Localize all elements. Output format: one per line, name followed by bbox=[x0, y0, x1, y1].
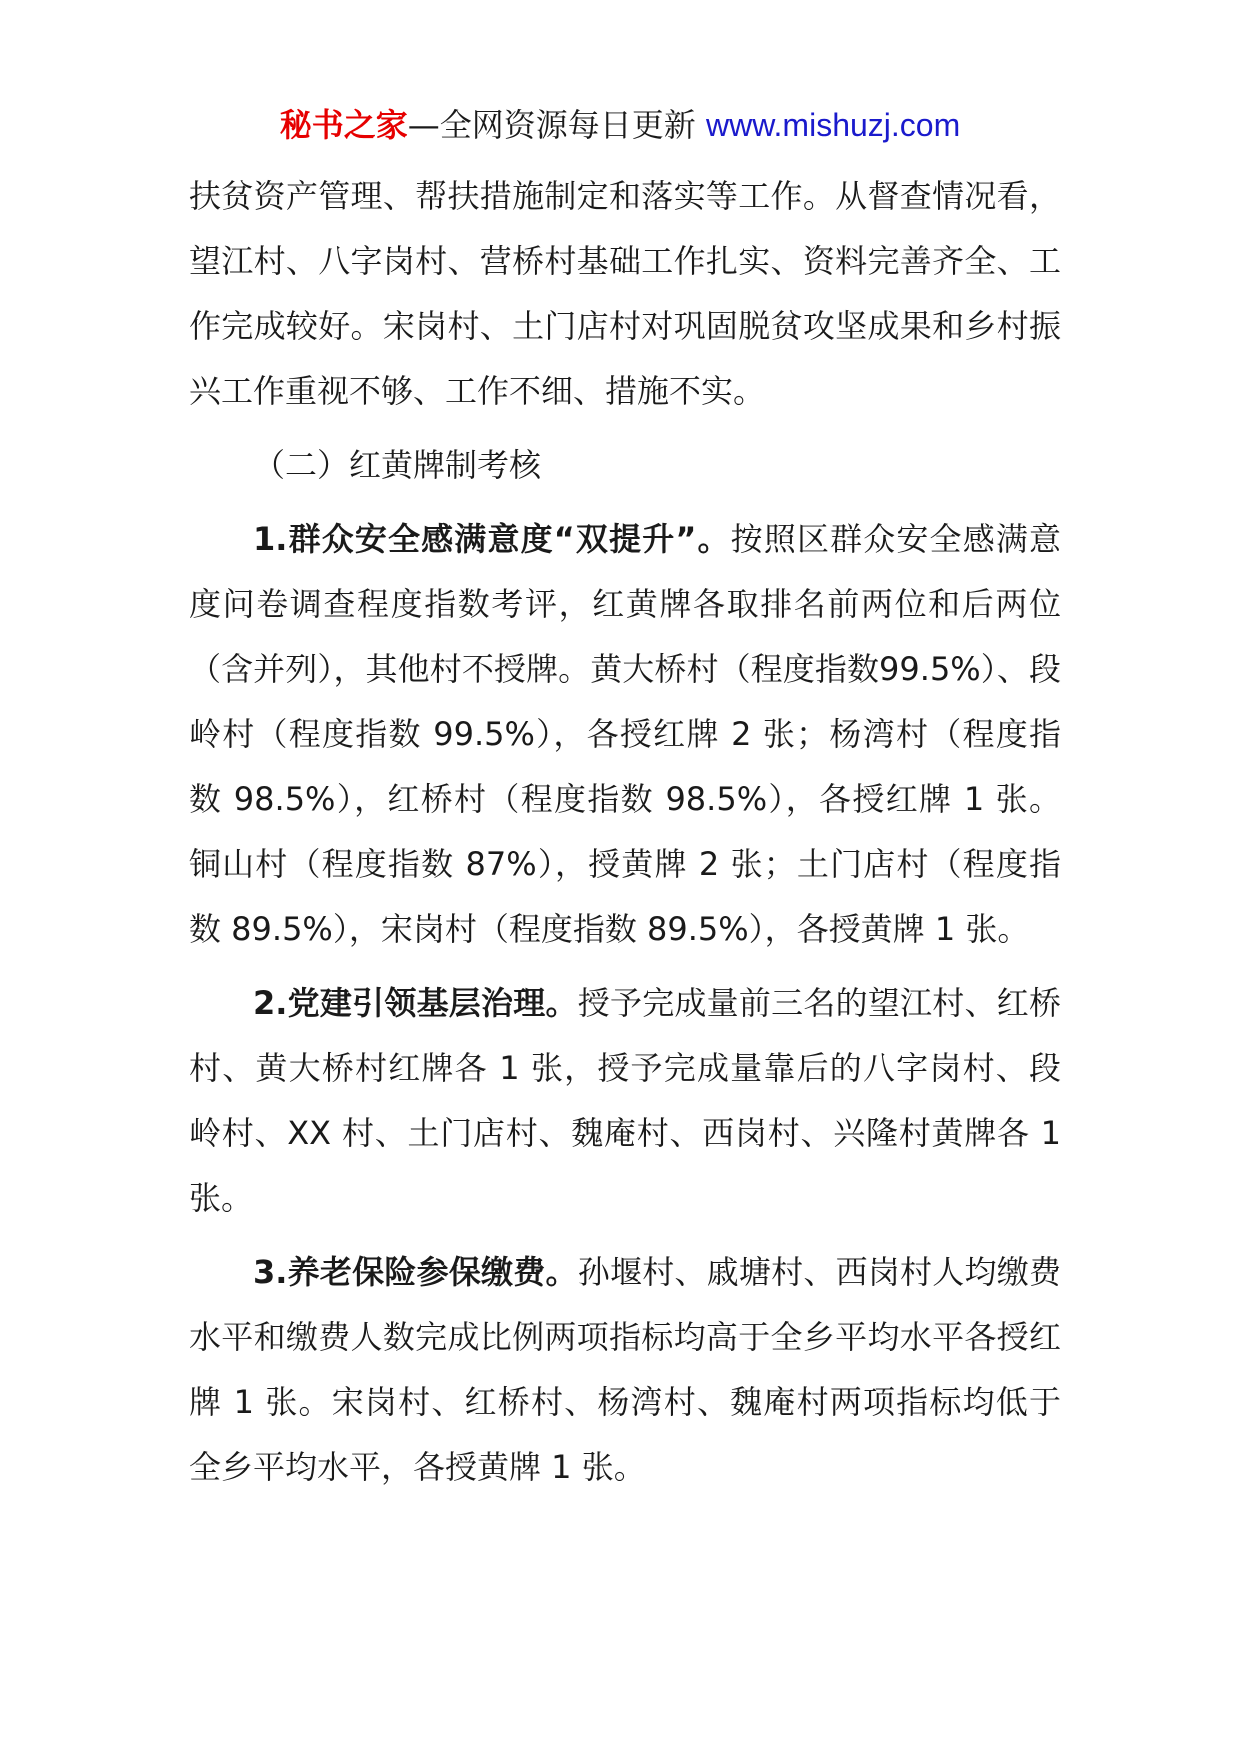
document-body bbox=[189, 164, 1061, 1500]
item-2-title: 2.党建引领基层治理。 bbox=[253, 984, 578, 1022]
item-2-body: 授予完成量前三名的望江村、红桥村、黄大桥村红牌各 1 张，授予完成量靠后的八字岗村、段岭村、XX 村、土门店村、魏庵村、西岗村、兴隆村黄牌各 1 张。 bbox=[189, 984, 1061, 1217]
header-tagline: —全网资源每日更新 bbox=[407, 106, 706, 144]
site-link[interactable]: www.mishuzj.com bbox=[705, 107, 961, 143]
paragraph-item-3 bbox=[189, 1240, 1061, 1500]
section-title: （二）红黄牌制考核 bbox=[253, 446, 542, 484]
item-3-title: 3.养老保险参保缴费。 bbox=[253, 1253, 578, 1291]
paragraph-item-2 bbox=[189, 971, 1061, 1231]
item-1-title: 1.群众安全感满意度“双提升”。 bbox=[253, 520, 731, 558]
item-1-body: 按照区群众安全感满意度问卷调查程度指数考评，红黄牌各取排名前两位和后两位（含并列），其他村不授牌。黄大桥村（程度指数99.5%）、段岭村（程度指数 99.5%），各授红牌 2 张；杨湾村（程度指数 98.5%），红桥村（程度指数 98.5%），各授红牌 1 张。铜山村（程度指数 87%），授黄牌 2 张；土门店村（程度指数 89.5%），宋岗村（程度指数 89.5%），各授黄牌 1 张。 bbox=[189, 520, 1061, 948]
paragraph-continued: 扶贫资产管理、帮扶措施制定和落实等工作。从督查情况看，望江村、八字岗村、营桥村基础工作扎实、资料完善齐全、工作完成较好。宋岗村、土门店村对巩固脱贫攻坚成果和乡村振兴工作重视不够、工作不细、措施不实。 bbox=[189, 177, 1061, 410]
brand-name: 秘书之家 bbox=[279, 106, 408, 144]
paragraph-item-1 bbox=[189, 507, 1061, 962]
item-3-body: 孙堰村、戚塘村、西岗村人均缴费水平和缴费人数完成比例两项指标均高于全乡平均水平各授红牌 1 张。宋岗村、红桥村、杨湾村、魏庵村两项指标均低于全乡平均水平，各授黄牌 1 张。 bbox=[189, 1253, 1061, 1486]
page-header bbox=[0, 100, 1240, 150]
